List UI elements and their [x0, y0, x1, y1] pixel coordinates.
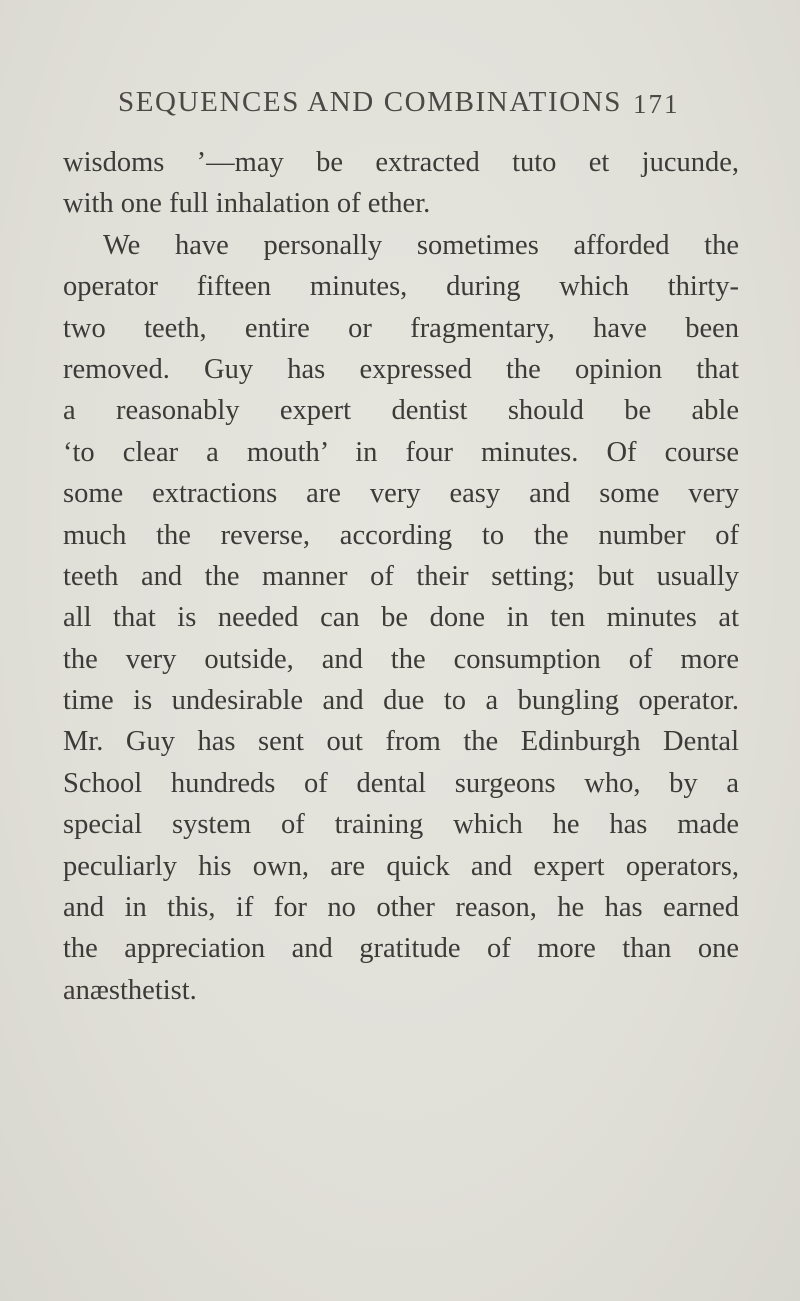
text-line: School hundreds of dental surgeons who, by a: [63, 767, 739, 799]
text-line: Mr. Guy has sent out from the Edinburgh Dental: [63, 726, 739, 758]
text-line: anæsthetist.: [63, 974, 197, 1006]
text-line: We have personally sometimes afforded the: [103, 229, 739, 261]
text-line: a reasonably expert dentist should be able: [63, 395, 739, 427]
text-line: teeth and the manner of their setting; but usually: [63, 560, 739, 592]
text-line: the appreciation and gratitude of more than one: [63, 933, 739, 965]
text-line: two teeth, entire or fragmentary, have been: [63, 312, 739, 344]
text-line: wisdoms ’—may be extracted tuto et jucunde,: [63, 147, 739, 178]
text-line: the very outside, and the consumption of more: [63, 643, 739, 675]
text-line: peculiarly his own, are quick and expert operators,: [63, 850, 739, 882]
text-line: and in this, if for no other reason, he has earned: [63, 892, 739, 924]
body-text: [63, 142, 739, 1011]
text-line: time is undesirable and due to a bungling operator.: [63, 685, 739, 717]
text-line: special system of training which he has made: [63, 809, 739, 841]
text-line: ‘to clear a mouth’ in four minutes. Of course: [63, 436, 739, 468]
text-line: operator fifteen minutes, during which thirty-: [63, 271, 739, 303]
text-line: removed. Guy has expressed the opinion that: [63, 353, 739, 385]
text-line: with one full inhalation of ether.: [63, 188, 431, 220]
running-head: SEQUENCES AND COMBINATIONS: [118, 86, 623, 118]
page-header: [0, 86, 800, 126]
text-line: much the reverse, according to the number of: [63, 519, 739, 551]
text-line: some extractions are very easy and some very: [63, 478, 739, 510]
text-line: all that is needed can be done in ten minutes at: [63, 602, 739, 634]
page-number: 171: [633, 89, 680, 119]
